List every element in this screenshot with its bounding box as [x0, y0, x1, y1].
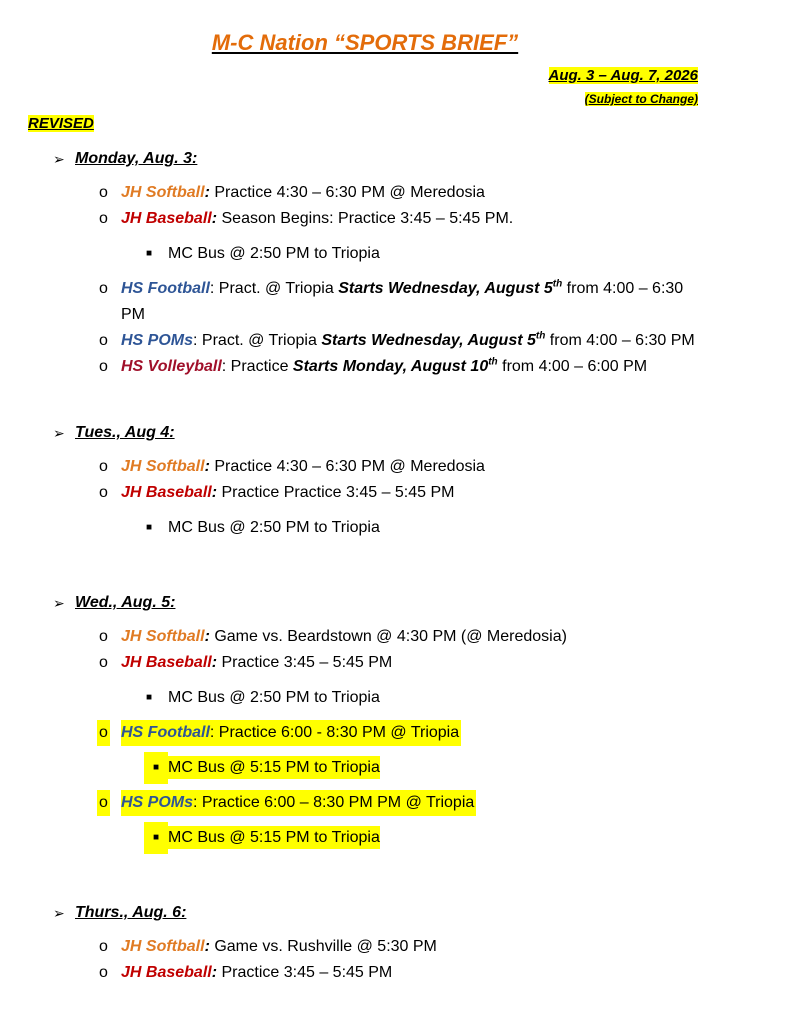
circle-bullet-icon: o: [99, 210, 108, 227]
list-item: o JH Softball: Practice 4:30 – 6:30 PM @ Meredosia: [0, 454, 791, 480]
circle-bullet-icon: o: [99, 484, 108, 501]
arrow-bullet-icon: ➢: [53, 151, 65, 167]
schedule: [0, 146, 791, 986]
list-item: o JH Baseball: Season Begins: Practice 3:45 – 5:45 PM.: [0, 206, 791, 232]
sub-item: ■ MC Bus @ 2:50 PM to Triopia: [0, 685, 791, 711]
list-item-highlighted: o HS POMs: Practice 6:00 – 8:30 PM PM @ Triopia: [0, 790, 791, 816]
circle-bullet-icon: o: [97, 790, 110, 816]
list-item: o JH Baseball: Practice 3:45 – 5:45 PM: [0, 960, 791, 986]
list-item: o JH Baseball: Practice Practice 3:45 – 5:45 PM: [0, 480, 791, 506]
square-bullet-icon: ■: [144, 752, 168, 784]
circle-bullet-icon: o: [97, 720, 110, 746]
square-bullet-icon: ■: [144, 822, 168, 854]
square-bullet-icon: ■: [146, 522, 153, 533]
list-item: o HS POMs: Pract. @ Triopia Starts Wednesday, August 5th from 4:00 – 6:30 PM: [0, 328, 791, 354]
arrow-bullet-icon: ➢: [53, 425, 65, 441]
subject-to-change-note: (Subject to Change): [584, 92, 698, 106]
circle-bullet-icon: o: [99, 184, 108, 201]
sub-item: ■ MC Bus @ 2:50 PM to Triopia: [0, 515, 791, 541]
list-item: o JH Softball: Game vs. Beardstown @ 4:30 PM (@ Meredosia): [0, 624, 791, 650]
day-heading-monday: ➢ Monday, Aug. 3:: [0, 146, 791, 172]
circle-bullet-icon: o: [99, 358, 108, 375]
arrow-bullet-icon: ➢: [53, 595, 65, 611]
date-range: Aug. 3 – Aug. 7, 2026: [548, 67, 698, 84]
list-item: o HS Volleyball: Practice Starts Monday, August 10th from 4:00 – 6:00 PM: [0, 354, 791, 380]
list-item: o JH Baseball: Practice 3:45 – 5:45 PM: [0, 650, 791, 676]
day-heading-wednesday: ➢ Wed., Aug. 5:: [0, 590, 791, 616]
sub-item-highlighted: ■ MC Bus @ 5:15 PM to Triopia: [0, 755, 791, 781]
circle-bullet-icon: o: [99, 938, 108, 955]
list-item: o JH Softball: Practice 4:30 – 6:30 PM @ Meredosia: [0, 180, 791, 206]
circle-bullet-icon: o: [99, 458, 108, 475]
sub-item: ■ MC Bus @ 2:50 PM to Triopia: [0, 241, 791, 267]
sub-item-highlighted: ■ MC Bus @ 5:15 PM to Triopia: [0, 825, 791, 851]
circle-bullet-icon: o: [99, 964, 108, 981]
circle-bullet-icon: o: [99, 280, 108, 297]
revised-label: REVISED: [28, 115, 94, 132]
circle-bullet-icon: o: [99, 654, 108, 671]
list-item: o JH Softball: Game vs. Rushville @ 5:30 PM: [0, 934, 791, 960]
square-bullet-icon: ■: [146, 692, 153, 703]
circle-bullet-icon: o: [99, 332, 108, 349]
list-item: o HS Football: Pract. @ Triopia Starts Wednesday, August 5th from 4:00 – 6:30 PM: [0, 276, 791, 328]
title-text: M-C Nation “SPORTS BRIEF”: [211, 30, 519, 55]
arrow-bullet-icon: ➢: [53, 905, 65, 921]
circle-bullet-icon: o: [99, 628, 108, 645]
day-heading-tuesday: ➢ Tues., Aug 4:: [0, 420, 791, 446]
page-title: [0, 30, 730, 56]
square-bullet-icon: ■: [146, 248, 153, 259]
list-item-highlighted: o HS Football: Practice 6:00 - 8:30 PM @ Triopia: [0, 720, 791, 746]
day-heading-thursday: ➢ Thurs., Aug. 6:: [0, 900, 791, 926]
